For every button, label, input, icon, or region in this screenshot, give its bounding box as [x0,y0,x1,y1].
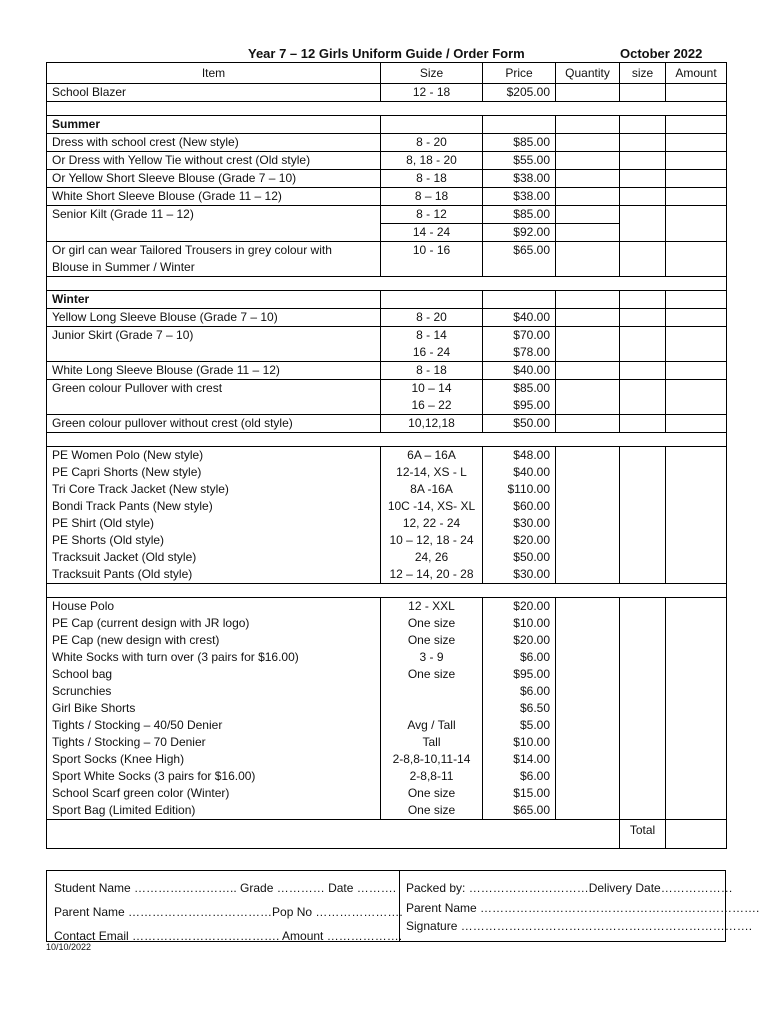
item-price: $40.00 [483,309,556,327]
quantity-cell[interactable] [556,188,620,206]
footer-date: 10/10/2022 [46,942,92,952]
qsize-cell[interactable] [620,598,666,820]
item-size-line: 8 - 14 [416,328,447,342]
qsize-cell[interactable] [620,327,666,362]
item-name: PE Shirt (Old style) [52,516,155,530]
section-label: Summer [47,116,381,134]
quantity-cell[interactable] [556,84,620,102]
item-size [381,380,483,415]
item-price: $110.00 [507,482,550,496]
item-price: $15.00 [513,786,550,800]
signature-field[interactable]: Signature ………………………………………………………………. [406,919,753,933]
uniform-order-table [46,62,727,849]
amount-cell[interactable] [666,134,727,152]
pe-item-names [47,447,381,584]
item-price-line: $85.00 [513,381,550,395]
item-name: Sport White Socks (3 pairs for $16.00) [52,769,256,783]
amount-cell[interactable] [666,415,727,433]
item-size: 12 - XXL [408,599,455,613]
total-row [47,820,727,849]
item-price: $20.00 [513,599,550,613]
item-name: Tracksuit Pants (Old style) [52,567,193,581]
col-size: Size [381,63,483,84]
quantity-cell[interactable] [556,242,620,277]
qsize-cell[interactable] [620,152,666,170]
item-name: Or Dress with Yellow Tie without crest (Old style) [47,152,381,170]
item-price: $30.00 [513,567,550,581]
quantity-cell[interactable] [556,327,620,362]
qsize-cell[interactable] [620,170,666,188]
qsize-cell[interactable] [620,84,666,102]
item-size: 8, 18 - 20 [381,152,483,170]
amount-cell[interactable] [666,84,727,102]
item-name: Or Yellow Short Sleeve Blouse (Grade 7 – 10) [47,170,381,188]
item-size: One size [407,667,456,681]
amount-cell[interactable] [666,447,727,584]
item-size: 10 - 16 [381,242,483,277]
parent-name-field[interactable]: Parent Name ……………………………………………………………. [406,901,760,915]
item-size: 12 - 18 [381,84,483,102]
col-qsize: size [620,63,666,84]
item-size: 2-8,8-11 [409,769,454,783]
amount-cell[interactable] [666,309,727,327]
section-header-winter [47,291,727,309]
qsize-cell[interactable] [620,362,666,380]
item-size: 6A – 16A [407,448,456,462]
item-size [386,700,477,717]
item-name: PE Women Polo (New style) [52,448,204,462]
item-name-line: Or girl can wear Tailored Trousers in grey colour with [52,243,332,257]
item-size-line: 10 – 14 [411,381,452,395]
item-name: PE Cap (current design with JR logo) [52,616,250,630]
item-size: 8 - 20 [381,309,483,327]
spacer-row [47,277,727,291]
item-price: $40.00 [483,362,556,380]
table-row [47,327,727,362]
item-price: $6.00 [519,684,550,698]
accessories-group [47,598,727,820]
packed-by-field[interactable]: Packed by: …………………………Delivery Date……………… [406,881,733,895]
amount-cell[interactable] [666,362,727,380]
quantity-cell[interactable] [556,170,620,188]
item-price: $95.00 [513,667,550,681]
item-price: $30.00 [513,516,550,530]
item-name: White Long Sleeve Blouse (Grade 11 – 12) [47,362,381,380]
item-size: 8A -16A [410,482,453,496]
form-title: Year 7 – 12 Girls Uniform Guide / Order Form [248,46,525,61]
table-row [47,206,727,224]
amount-cell[interactable] [666,327,727,362]
item-name: Tights / Stocking – 40/50 Denier [52,718,223,732]
item-size [386,683,477,700]
item-size: One size [407,616,456,630]
pe-item-sizes [381,447,483,584]
item-name-line: Blouse in Summer / Winter [52,260,195,274]
table-row [47,362,727,380]
item-name: Dress with school crest (New style) [47,134,381,152]
item-name: Bondi Track Pants (New style) [52,499,213,513]
qsize-cell[interactable] [620,242,666,277]
item-price-line: $78.00 [513,345,550,359]
table-row [47,134,727,152]
spacer-row [47,102,727,116]
table-row [47,242,727,277]
item-name: White Socks with turn over (3 pairs for $16.00) [52,650,299,664]
qsize-cell[interactable] [620,206,666,242]
qsize-cell[interactable] [620,188,666,206]
table-row [47,415,727,433]
item-price: $20.00 [513,533,550,547]
quantity-cell[interactable] [556,134,620,152]
amount-cell[interactable] [666,598,727,820]
item-price: $38.00 [483,170,556,188]
accessory-item-prices [483,598,556,820]
item-name: Sport Bag (Limited Edition) [52,803,196,817]
item-price: $65.00 [513,803,550,817]
item-name: Senior Kilt (Grade 11 – 12) [47,206,381,242]
parent-name-pop-field[interactable]: Parent Name ………………………………Pop No …………………. [54,905,403,919]
item-name: School Scarf green color (Winter) [52,786,230,800]
quantity-cell[interactable] [556,206,620,224]
item-name: PE Shorts (Old style) [52,533,165,547]
table-row [47,84,727,102]
item-price-line: $95.00 [513,398,550,412]
qsize-cell[interactable] [620,415,666,433]
contact-email-field[interactable]: Contact Email ………………………………. Amount ………………. [54,929,403,943]
item-size: 3 - 9 [419,650,444,664]
quantity-cell[interactable] [556,598,620,820]
item-price: $55.00 [483,152,556,170]
item-name: Tracksuit Jacket (Old style) [52,550,197,564]
item-price [483,327,556,362]
header-row [47,63,727,84]
item-size: 2-8,8-10,11-14 [392,752,471,766]
item-name: Green colour pullover without crest (old style) [47,415,381,433]
item-size: 14 - 24 [381,224,483,242]
item-size: Tall [422,735,441,749]
item-price: $10.00 [513,616,550,630]
item-price: $10.00 [513,735,550,749]
item-price [483,380,556,415]
item-name: Junior Skirt (Grade 7 – 10) [47,327,381,362]
table-row [47,152,727,170]
quantity-cell[interactable] [556,224,620,242]
order-details-box [46,870,760,943]
spacer-row [47,584,727,598]
quantity-cell[interactable] [556,362,620,380]
amount-cell[interactable] [666,380,727,415]
item-size: 10 – 12, 18 - 24 [389,533,474,547]
item-name: Tri Core Track Jacket (New style) [52,482,229,496]
item-price: $14.00 [513,752,550,766]
item-price: $48.00 [513,448,550,462]
qsize-cell[interactable] [620,447,666,584]
item-name: School Blazer [47,84,381,102]
item-name: PE Capri Shorts (New style) [52,465,202,479]
item-price: $205.00 [483,84,556,102]
item-size: 12, 22 - 24 [402,516,461,530]
item-name: Sport Socks (Knee High) [52,752,185,766]
item-size: 8 - 20 [381,134,483,152]
table-row [47,188,727,206]
col-quantity: Quantity [556,63,620,84]
total-label: Total [629,823,656,837]
item-name: School bag [52,667,113,681]
item-size: 12-14, XS - L [396,465,467,479]
item-size: 8 - 18 [381,362,483,380]
item-size: One size [407,786,456,800]
qsize-cell[interactable] [620,309,666,327]
item-price: $92.00 [483,224,556,242]
item-size [381,327,483,362]
quantity-cell[interactable] [556,309,620,327]
section-header-summer [47,116,727,134]
item-name: Tights / Stocking – 70 Denier [52,735,206,749]
amount-cell[interactable] [666,152,727,170]
qsize-cell[interactable] [620,380,666,415]
accessory-item-sizes [381,598,483,820]
student-name-field[interactable]: Student Name …………………….. Grade ………… Date ………. [54,881,397,895]
form-date: October 2022 [620,46,703,61]
item-price: $5.00 [519,718,550,732]
item-price: $60.00 [513,499,550,513]
accessory-item-names [47,598,381,820]
item-size-line: 16 - 24 [412,345,451,359]
quantity-cell[interactable] [556,380,620,415]
item-size: 8 - 18 [381,170,483,188]
amount-cell[interactable] [666,242,727,277]
item-price: $40.00 [513,465,550,479]
item-size: 24, 26 [414,550,449,564]
item-size: 10C -14, XS- XL [387,499,476,513]
item-price: $50.00 [513,550,550,564]
amount-cell[interactable] [666,206,727,242]
qsize-cell[interactable] [620,134,666,152]
pe-item-prices [483,447,556,584]
item-size: 8 – 18 [381,188,483,206]
item-price-line: $70.00 [513,328,550,342]
quantity-cell[interactable] [556,447,620,584]
item-name: Girl Bike Shorts [52,701,136,715]
pe-group [47,447,727,584]
item-size: One size [407,633,456,647]
quantity-cell[interactable] [556,152,620,170]
item-name: Scrunchies [52,684,112,698]
item-size: One size [407,803,456,817]
amount-cell[interactable] [666,170,727,188]
table-row [47,170,727,188]
table-row [47,309,727,327]
item-name: Green colour Pullover with crest [47,380,381,415]
item-size: 10,12,18 [381,415,483,433]
amount-cell[interactable] [666,188,727,206]
quantity-cell[interactable] [556,415,620,433]
col-item: Item [47,63,381,84]
col-price: Price [483,63,556,84]
item-size: 12 – 14, 20 - 28 [389,567,474,581]
section-label: Winter [47,291,381,309]
col-amount: Amount [666,63,727,84]
item-size: Avg / Tall [407,718,456,732]
item-name: White Short Sleeve Blouse (Grade 11 – 12) [47,188,381,206]
item-size: 8 - 12 [381,206,483,224]
item-price: $6.50 [519,701,550,715]
item-price: $20.00 [513,633,550,647]
item-price: $6.00 [519,769,550,783]
total-label-cell [620,820,666,849]
table-row [47,380,727,415]
item-price: $38.00 [483,188,556,206]
item-size-line: 16 – 22 [411,398,452,412]
item-price: $85.00 [483,134,556,152]
item-name: House Polo [52,599,115,613]
spacer-row [47,433,727,447]
item-name: PE Cap (new design with crest) [52,633,220,647]
total-amount-cell[interactable] [666,820,727,849]
item-name [47,242,381,277]
item-price: $50.00 [483,415,556,433]
item-price: $85.00 [483,206,556,224]
item-price: $6.00 [519,650,550,664]
item-name: Yellow Long Sleeve Blouse (Grade 7 – 10) [47,309,381,327]
item-price: $65.00 [483,242,556,277]
